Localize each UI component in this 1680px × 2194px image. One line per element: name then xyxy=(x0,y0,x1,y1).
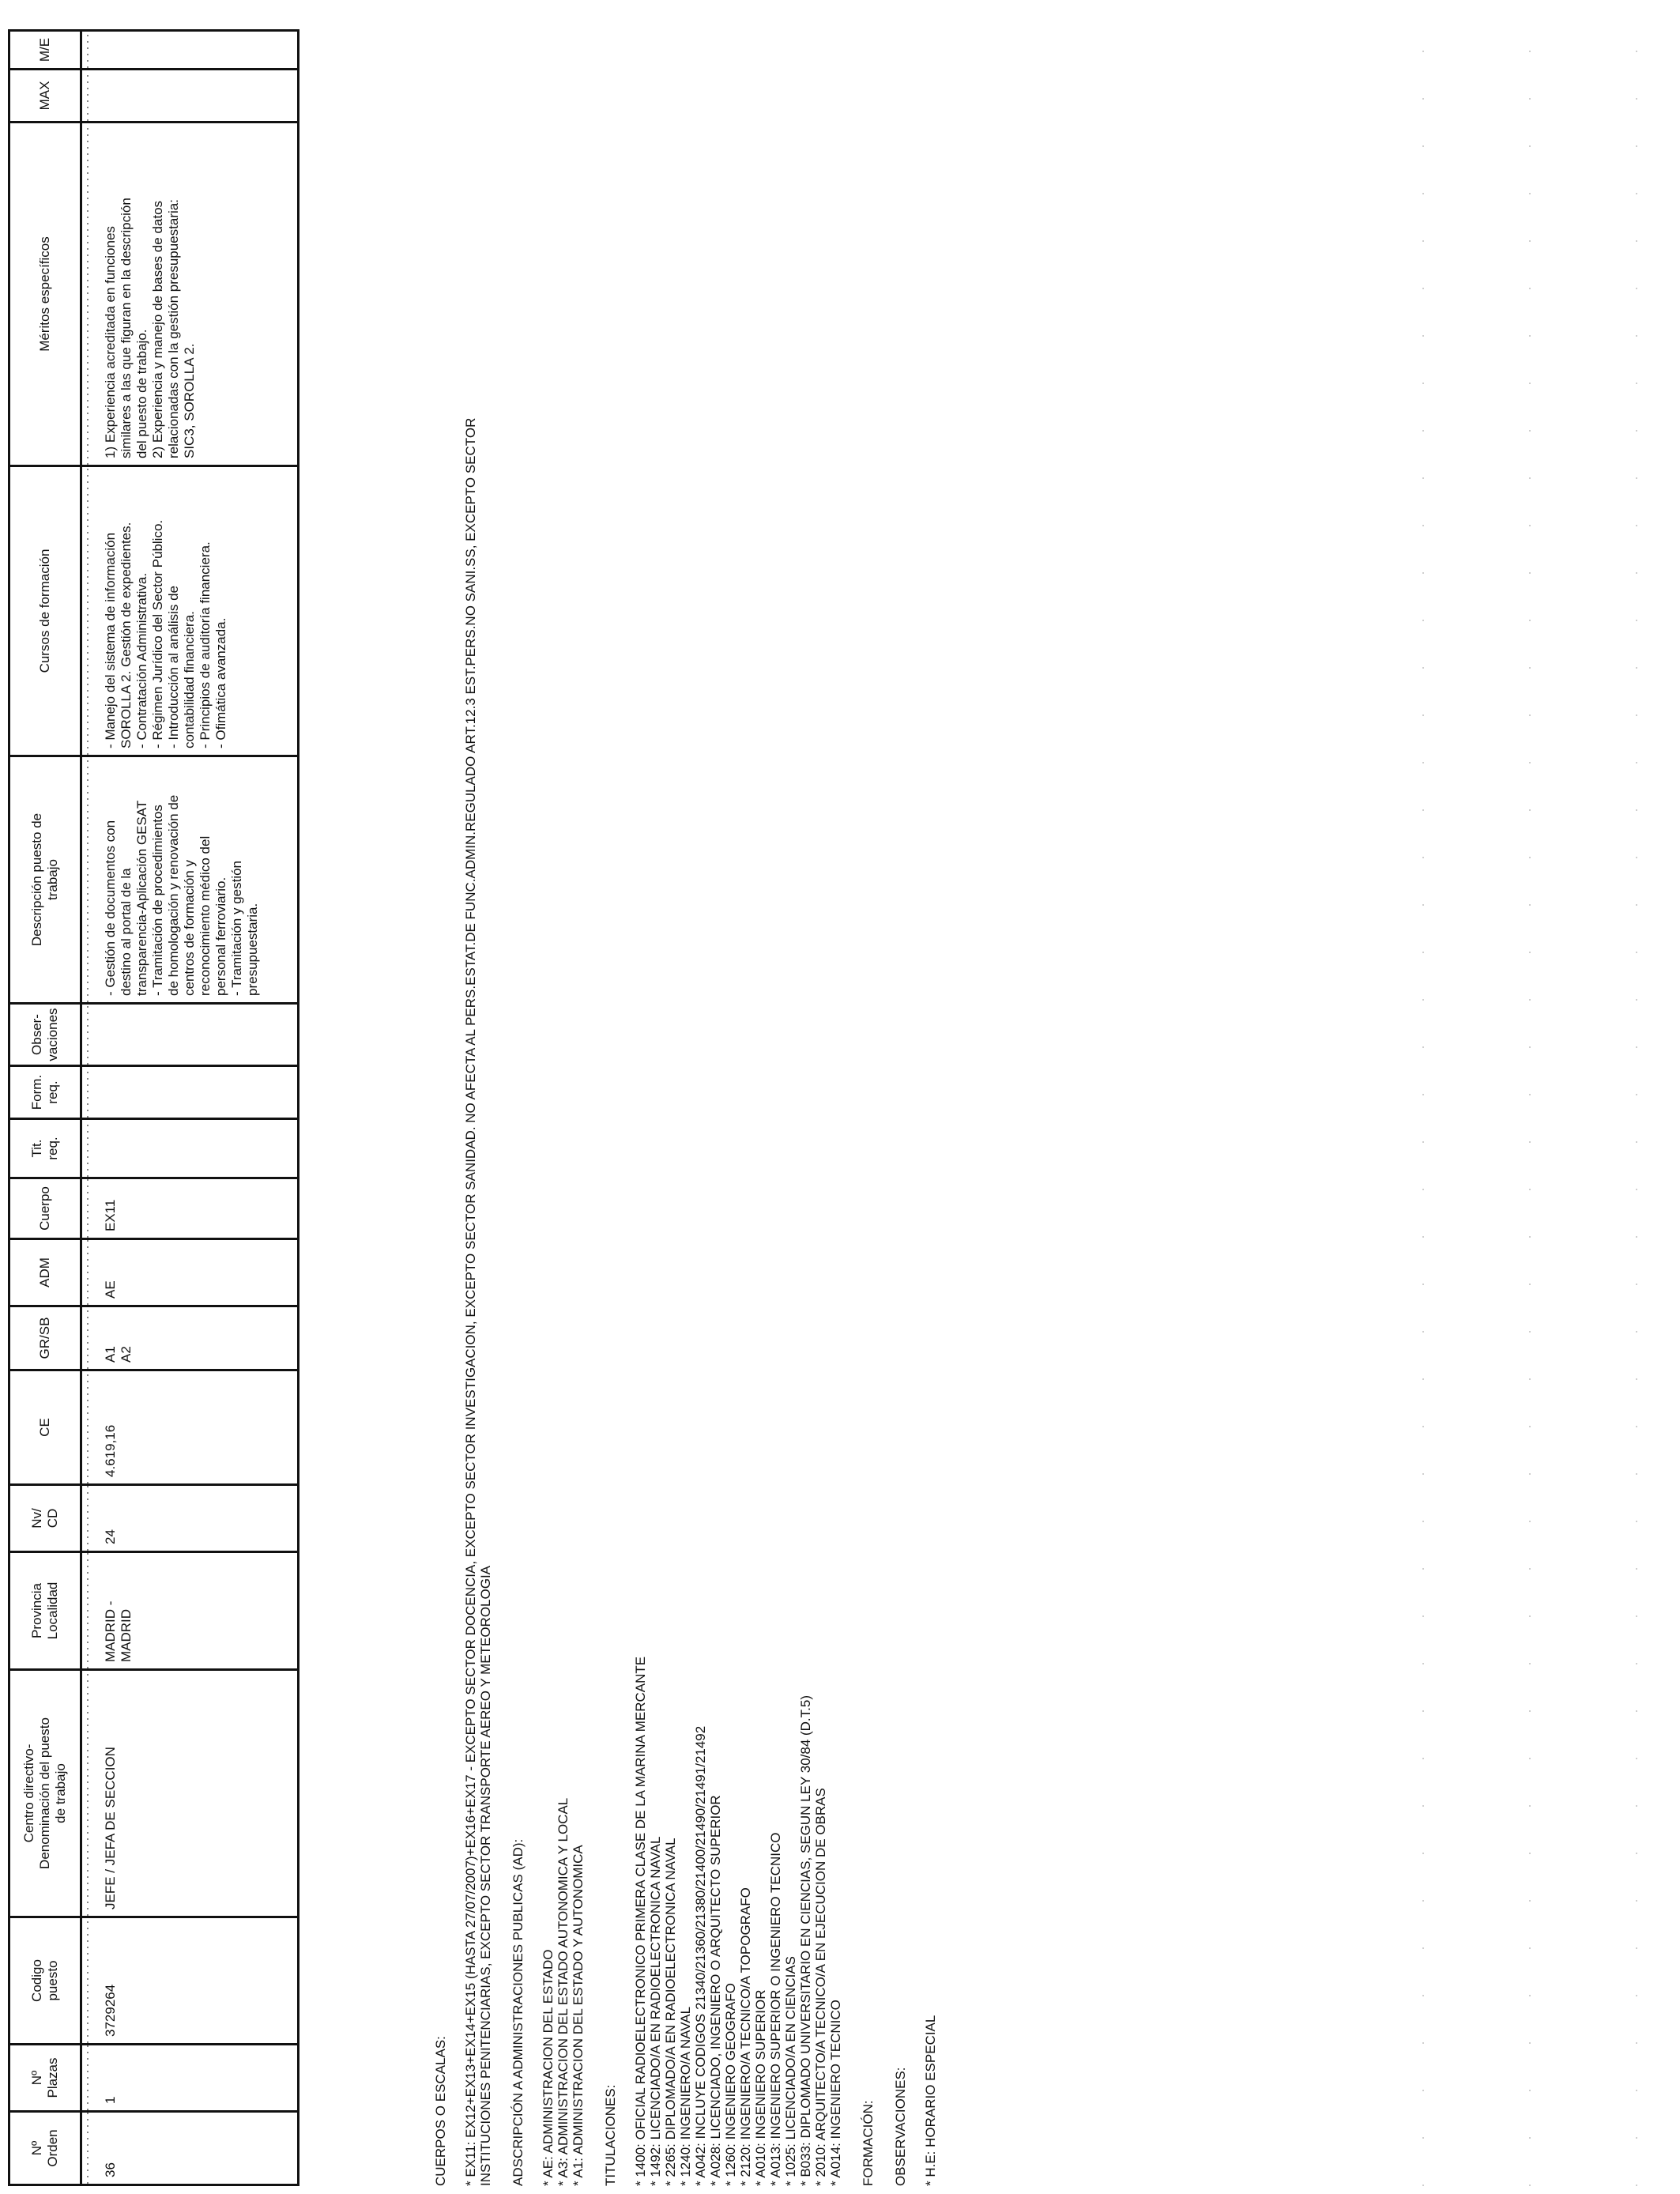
cell-obs xyxy=(81,1004,299,1066)
list-item: * A042: INCLUYE CODIGOS 21340/21360/21380/21400/21490/21491/21492 xyxy=(693,1725,708,2186)
list-item: * 1260: INGENIERO GEOGRAFO xyxy=(723,1983,738,2186)
faint-dotted-guide xyxy=(1636,21,1637,2186)
cell-plazas: 1 xyxy=(81,2045,299,2112)
header-orden: Nº Orden xyxy=(9,2112,81,2185)
legend-notes xyxy=(433,418,938,2186)
list-item: * 2120: INGENIERO/A TECNICO/A TOPOGRAFO xyxy=(738,1887,753,2186)
section-title: OBSERVACIONES: xyxy=(893,2067,908,2186)
list-item: * 1492: LICENCIADO/A EN RADIOELECTRONICA NAVAL xyxy=(648,1836,663,2186)
faint-dotted-guide xyxy=(1422,21,1424,2186)
header-max: MAX xyxy=(9,70,81,123)
header-codigo: Codigo puesto xyxy=(9,1917,81,2045)
list-item: * A028: LICENCIADO, INGENIERO O ARQUITECTO SUPERIOR xyxy=(708,1795,723,2186)
header-meritos: Méritos específicos xyxy=(9,123,81,466)
section-cuerpos xyxy=(433,418,493,2186)
header-centro: Centro directivo- Denominación del puesto de trabajo xyxy=(9,1670,81,1917)
header-grupo: GR/SB xyxy=(9,1306,81,1370)
job-posting-table xyxy=(8,29,299,2186)
cell-ce: 4.619,16 xyxy=(81,1370,299,1485)
cell-centro: JEFE / JEFA DE SECCION xyxy=(81,1670,299,1917)
section-title: CUERPOS O ESCALAS: xyxy=(433,2036,448,2186)
list-item: * AE: ADMINISTRACION DEL ESTADO xyxy=(541,1949,556,2186)
section-title: ADSCRIPCIÓN A ADMINISTRACIONES PUBLICAS (AD): xyxy=(510,1838,525,2186)
list-item: * 2010: ARQUITECTO/A TECNICO/A EN EJECUCION DE OBRAS xyxy=(813,1788,828,2186)
cell-tit xyxy=(81,1119,299,1178)
cell-adm: AE xyxy=(81,1239,299,1306)
list-item: * H.E: HORARIO ESPECIAL xyxy=(923,2015,938,2186)
cell-cuerpo: EX11 xyxy=(81,1178,299,1239)
cell-grupo: A1 A2 xyxy=(81,1306,299,1370)
list-item: INSTITUCIONES PENITENCIARIAS, EXCEPTO SECTOR TRANSPORTE AEREO Y METEOROLOGIA xyxy=(478,1565,493,2186)
header-form: Form. req. xyxy=(9,1066,81,1119)
cell-cursos: - Manejo del sistema de información SOROLLA 2. Gestión de expedientes. - Contratación Administrativa. - Régimen Jurídico del Sector Público. - Introducción al análisis de contabilidad financiera. - Principios de auditoría financiera. - Ofimática avanzada. xyxy=(81,466,299,756)
cell-form xyxy=(81,1066,299,1119)
list-item: * A013: INGENIERO SUPERIOR O INGENIERO TECNICO xyxy=(768,1832,783,2186)
header-cuerpo: Cuerpo xyxy=(9,1178,81,1239)
header-tit: Tit. req. xyxy=(9,1119,81,1178)
section-adscripcion xyxy=(510,418,586,2186)
cell-nivel: 24 xyxy=(81,1485,299,1552)
section-observaciones xyxy=(893,418,938,2186)
faint-dotted-guide xyxy=(1529,21,1531,2186)
list-item: * 1240: INGENIERO/A NAVAL xyxy=(678,2006,693,2186)
list-item: * A3: ADMINISTRACION DEL ESTADO AUTONOMICA Y LOCAL xyxy=(556,1797,571,2186)
header-nivel: Nv/ CD xyxy=(9,1485,81,1552)
section-titulaciones xyxy=(603,418,843,2186)
table-row xyxy=(81,31,299,2185)
header-adm: ADM xyxy=(9,1239,81,1306)
list-item: * EX11: EX12+EX13+EX14+EX15 (HASTA 27/07/2007)+EX16+EX17 - EXCEPTO SECTOR DOCENCIA, EXCEPTO SECTOR INVESTIGACION, EXCEPTO SECTOR SANIDAD. NO AFECTA AL PERS.ESTAT.DE FUNC.ADMIN.REGULADO ART.12.3 EST.PERS.NO SANI.SS, EXCEPTO SECTOR xyxy=(463,417,478,2186)
cell-provincia: MADRID - MADRID xyxy=(81,1552,299,1670)
list-item: * A014: INGENIERO TECNICO xyxy=(828,2000,843,2186)
cell-meritos: 1) Experiencia acreditada en funciones similares a las que figuran en la descripción del puesto de trabajo. 2) Experiencia y manejo de bases de datos relacionadas con la gestión presupuestaria: SIC3, SOROLLA 2. xyxy=(81,123,299,466)
cell-orden: 36 xyxy=(81,2112,299,2185)
section-title: FORMACIÓN: xyxy=(861,2100,876,2186)
cell-codigo: 3729264 xyxy=(81,1917,299,2045)
cell-descripcion: - Gestión de documentos con destino al portal de la transparencia-Aplicación GESAT - Tramitación de procedimientos de homologación y renovación de centros de formación y reconocimiento médico del personal ferroviario. - Tramitación y gestión presupuestaria. xyxy=(81,756,299,1004)
cell-max xyxy=(81,70,299,123)
list-item: * A1: ADMINISTRACION DEL ESTADO Y AUTONOMICA xyxy=(571,1845,586,2186)
header-provincia: Provincia Localidad xyxy=(9,1552,81,1670)
section-formacion xyxy=(861,418,876,2186)
list-item: * A010: INGENIERO SUPERIOR xyxy=(753,1989,768,2186)
list-item: * 1400: OFICIAL RADIOELECTRONICO PRIMERA CLASE DE LA MARINA MERCANTE xyxy=(633,1656,648,2186)
cell-me xyxy=(81,31,299,70)
list-item: * B033: DIPLOMADO UNIVERSITARIO EN CIENCIAS, SEGUN LEY 30/84 (D.T.5) xyxy=(798,1695,813,2186)
list-item: * 1025: LICENCIADO/A EN CIENCIAS xyxy=(783,1956,798,2186)
list-item: * 2265: DIPLOMADO/A EN RADIOELECTRONICA NAVAL xyxy=(663,1838,678,2186)
section-title: TITULACIONES: xyxy=(603,2084,618,2186)
header-obs: Obser- vaciones xyxy=(9,1004,81,1066)
header-descripcion: Descripción puesto de trabajo xyxy=(9,756,81,1004)
header-plazas: Nº Plazas xyxy=(9,2045,81,2112)
table-header-row xyxy=(9,31,81,2185)
header-cursos: Cursos de formación xyxy=(9,466,81,756)
header-ce: CE xyxy=(9,1370,81,1485)
header-me: M/E xyxy=(9,31,81,70)
